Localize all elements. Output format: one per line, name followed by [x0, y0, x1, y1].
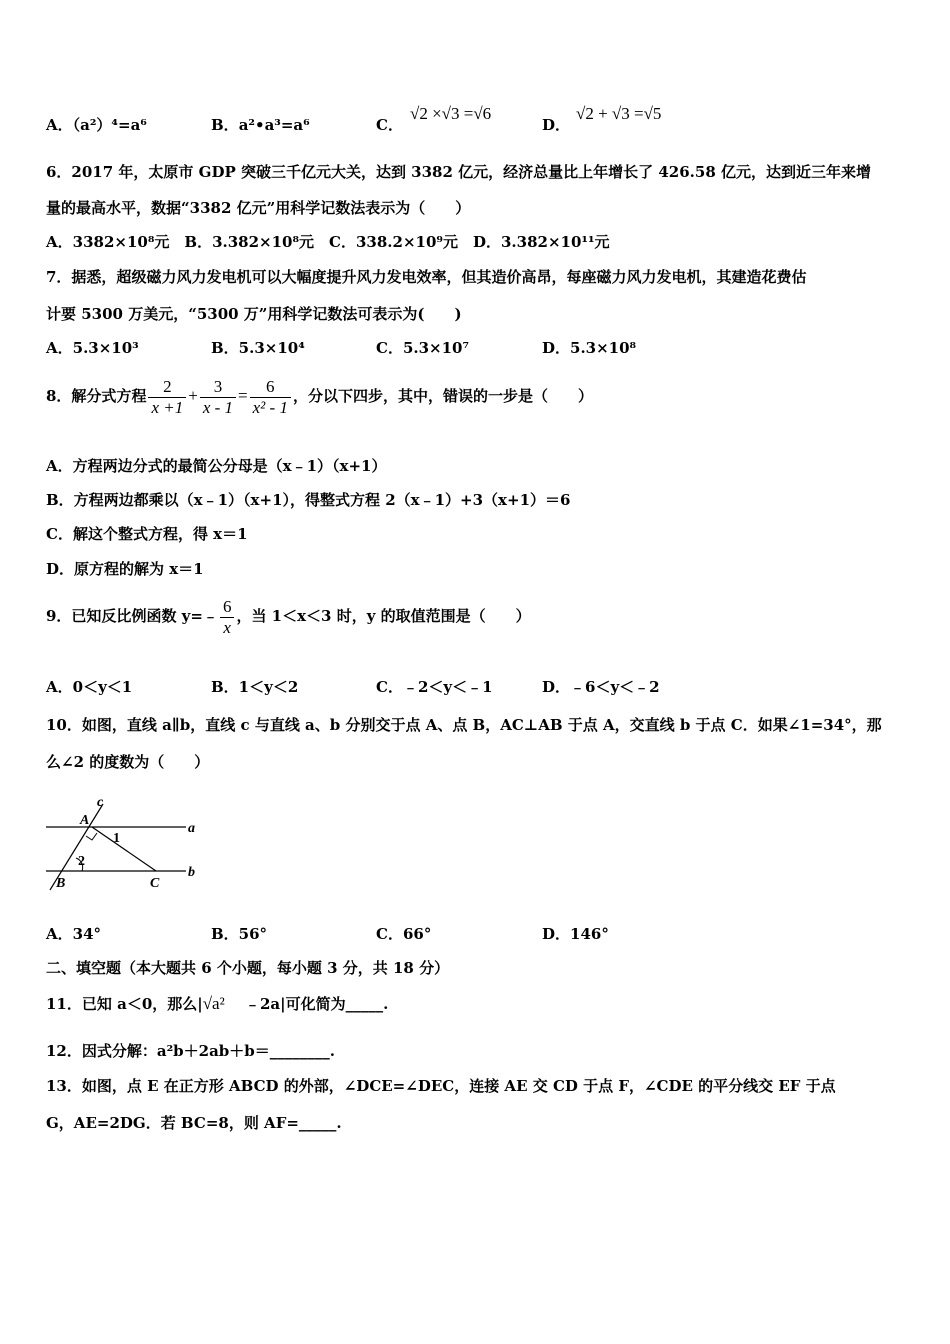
- label-A: A: [80, 813, 90, 828]
- q9-stem: [46, 596, 531, 638]
- q10-option-c: C．66°: [376, 925, 432, 943]
- q5-option-d: D．: [542, 116, 571, 134]
- q10-option-d: D．146°: [542, 925, 609, 943]
- q8-option-b: B．方程两边都乘以（x﹣1）（x+1），得整式方程 2（x﹣1）+3（x+1）＝6: [46, 491, 571, 509]
- q8-suffix: ，分以下四步，其中，错误的一步是（ ）: [292, 387, 593, 405]
- q10-stem-line2: 么∠2 的度数为（ ）: [46, 753, 210, 771]
- label-c: c: [97, 795, 104, 810]
- q6-stem-line2: 量的最高水平，数据“3382 亿元”用科学记数法表示为（ ）: [46, 199, 471, 217]
- q13-stem-line1: 13．如图，点 E 在正方形 ABCD 的外部，∠DCE=∠DEC，连接 AE 交 CD 于点 F，∠CDE 的平分线交 EF 于点: [46, 1077, 836, 1095]
- q7-option-d: D．5.3×10⁸: [542, 339, 637, 357]
- q6-options: A．3382×10⁸元 B．3.382×10⁸元 C．338.2×10⁹元 D．3.382×10¹¹元: [46, 233, 610, 251]
- label-B: B: [56, 876, 66, 891]
- q11-stem: 11．已知 a＜0，那么|√a²: [46, 994, 225, 1013]
- section-title: 二、填空题（本大题共 6 个小题，每小题 3 分，共 18 分）: [46, 959, 450, 977]
- right-angle-mark: [86, 833, 97, 840]
- q9-option-d: D．﹣6＜y＜﹣2: [542, 678, 660, 696]
- q11-suffix: ﹣2a|可化简为_____.: [245, 995, 389, 1013]
- label-1: 1: [113, 831, 120, 846]
- q7-stem-line1: 7．据悉，超级磁力风力发电机可以大幅度提升风力发电效率，但其造价高昂，每座磁力风力发电机，其建造花费估: [46, 268, 807, 286]
- q9-prefix: 9．已知反比例函数 y=﹣: [46, 607, 218, 625]
- q8-option-d: D．原方程的解为 x＝1: [46, 560, 204, 578]
- q8-prefix: 8．解分式方程: [46, 387, 147, 405]
- q10-option-b: B．56°: [211, 925, 268, 943]
- q5-option-b: B．a²•a³=a⁶: [211, 116, 310, 134]
- label-C: C: [150, 876, 160, 891]
- q7-option-b: B．5.3×10⁴: [211, 339, 305, 357]
- segment-ac: [92, 827, 156, 871]
- q8-fraction-3: $\frac{6}{\text{x² - 1}}$: [250, 377, 291, 418]
- q9-suffix: ，当 1＜x＜3 时，y 的取值范围是（ ）: [236, 607, 531, 625]
- q10-option-a: A．34°: [46, 925, 102, 943]
- q5-option-d-expr: √2 + √3 =√5: [576, 104, 662, 123]
- q10-stem-line1: 10．如图，直线 a∥b，直线 c 与直线 a、b 分别交于点 A、点 B，AC⊥AB 于点 A，交直线 b 于点 C．如果∠1=34°，那: [46, 716, 882, 734]
- q9-option-b: B．1＜y＜2: [211, 678, 299, 696]
- label-2: 2: [78, 854, 85, 869]
- q8-fraction-1: $\frac{2}{x +1}$: [148, 377, 186, 418]
- q9-fraction: $\frac{6}{x}$: [220, 597, 235, 638]
- q12-stem: 12．因式分解：a²b＋2ab＋b＝________.: [46, 1042, 336, 1060]
- q7-option-c: C．5.3×10⁷: [376, 339, 470, 357]
- q8-stem: 8．解分式方程 $\frac{2}{x +1}$ + $\frac{3}{x - 1}$ = $\frac{6}{\text{x² - 1}}$ ，分以下四步，其中，错误的一步是（ ）: [46, 376, 593, 417]
- q8-fraction-2: $\frac{3}{x - 1}$: [200, 377, 236, 418]
- q9-option-c: C．﹣2＜y＜﹣1: [376, 678, 493, 696]
- q10-figure: [40, 792, 210, 894]
- q7-stem-line2: 计要 5300 万美元，“5300 万”用科学记数法可表示为( ): [46, 305, 462, 323]
- q6-stem-line1: 6．2017 年，太原市 GDP 突破三千亿元大关，达到 3382 亿元，经济总量比上年增长了 426.58 亿元，达到近三年来增: [46, 163, 871, 181]
- q8-option-a: A．方程两边分式的最简公分母是（x﹣1）（x+1）: [46, 457, 387, 475]
- label-a: a: [188, 821, 195, 836]
- q13-stem-line2: G，AE=2DG．若 BC=8，则 AF=_____.: [46, 1114, 342, 1132]
- q9-option-a: A．0＜y＜1: [46, 678, 133, 696]
- q5-option-a: A．（a²）⁴=a⁶: [46, 116, 147, 134]
- q5-option-c-expr: √2 ×√3 =√6: [410, 104, 492, 123]
- label-b: b: [188, 865, 195, 880]
- q11-radical: √a²: [202, 994, 225, 1013]
- q7-option-a: A．5.3×10³: [46, 339, 139, 357]
- q8-option-c: C．解这个整式方程，得 x＝1: [46, 525, 248, 543]
- q5-option-c: C．: [376, 116, 403, 134]
